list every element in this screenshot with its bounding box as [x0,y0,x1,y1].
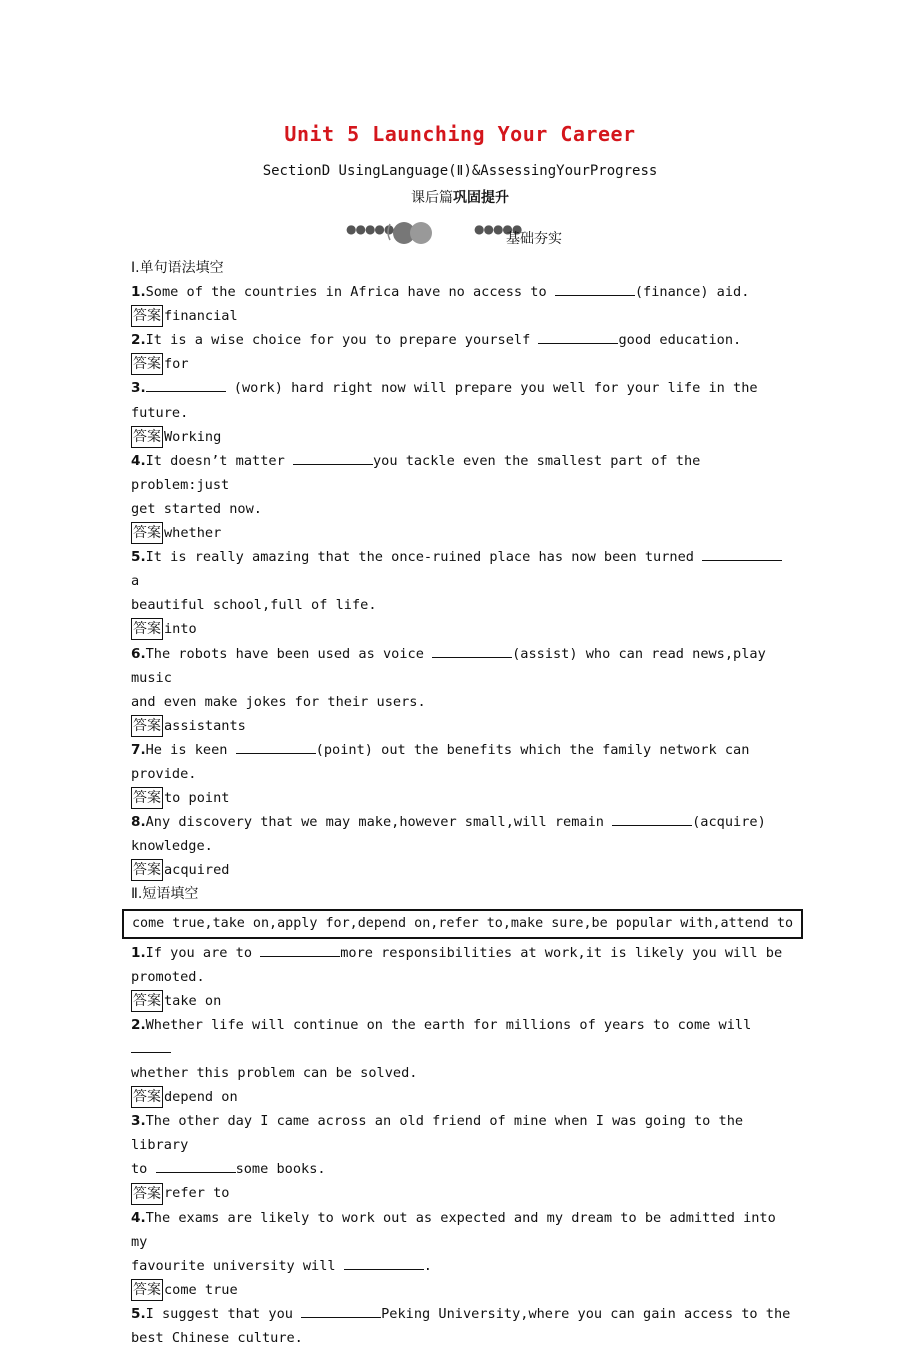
answer-blank [702,546,782,561]
question-line [131,328,791,352]
banner-dots-left-icon: ●●●●● [346,222,394,236]
question-text: The robots have been used as voice [145,645,433,662]
question-number: 1. [131,944,146,961]
question-text: favourite university will [131,1257,344,1274]
answer-row [131,989,791,1013]
subheading-prefix: 课后篇 [411,190,453,206]
question-text: (assist) who can read news,play music [131,645,774,686]
question-line [131,834,791,858]
question-number: 8. [131,814,146,831]
question-text: a [131,549,791,590]
question-number: 2. [131,1016,146,1033]
question-text: The exams are likely to work out as expected and my dream to be admitted into my [131,1209,784,1250]
question-line [131,1302,791,1326]
answer-row [131,617,791,641]
answer-text: acquired [164,862,230,879]
answer-row [131,714,791,738]
question-line [131,1157,791,1181]
answer-tag: 答案 [131,353,163,375]
banner-circles-icon [384,218,436,246]
answer-text: to point [164,790,230,807]
question-line [131,965,791,989]
answer-tag: 答案 [131,787,163,809]
question-text: (finance) aid. [634,284,750,301]
question-line [131,941,791,965]
answer-tag: 答案 [131,1279,163,1301]
banner-label: 基础夯实 [506,231,562,247]
question-line [131,545,791,593]
answer-blank [555,281,635,296]
unit-title: Unit 5 Launching Your Career [284,122,636,146]
answer-tag: 答案 [131,1183,163,1205]
question-line [131,642,791,690]
subheading-bold: 巩固提升 [453,190,509,206]
question-text: . [423,1257,432,1274]
question-text: knowledge. [131,838,213,855]
question-line [131,738,791,762]
answer-row [131,858,791,882]
question-number: 2. [131,332,146,349]
question-text: get started now. [131,500,262,517]
question-number: 4. [131,452,146,469]
answer-text: whether [164,525,222,542]
question-text: promoted. [131,968,205,985]
question-text: good education. [618,332,742,349]
answer-blank [301,1303,381,1318]
answer-blank [236,739,316,754]
answer-row [131,521,791,545]
question-line [131,1109,791,1157]
question-text: Some of the countries in Africa have no access to [145,284,555,301]
answer-blank [260,942,340,957]
question-text: If you are to [145,944,261,961]
question-line [131,497,791,521]
answer-blank [146,377,226,392]
answer-text: assistants [164,717,246,734]
question-text: to [131,1161,156,1178]
question-text: (point) out the benefits which the family network can [315,741,750,758]
question-text: you tackle even the smallest part of the problem:just [131,452,709,493]
answer-row [131,786,791,810]
question-text: Whether life will continue on the earth for millions of years to come will [145,1016,752,1033]
answer-blank [538,329,618,344]
question-line [131,690,791,714]
section-heading: Ⅱ.短语填空 [131,886,199,903]
answer-blank [344,1255,424,1270]
answer-row [131,352,791,376]
question-line [131,280,791,304]
answer-blank [432,643,512,658]
question-number: 3. [131,380,146,397]
question-text: It is a wise choice for you to prepare yourself [145,332,539,349]
question-line [131,449,791,497]
question-text: Peking University,where you can gain access to the [381,1305,791,1322]
phrase-box: come true,take on,apply for,depend on,refer to,make sure,be popular with,attend to [122,909,803,939]
question-number: 3. [131,1113,146,1130]
answer-tag: 答案 [131,859,163,881]
answer-text: depend on [164,1089,238,1106]
question-text: whether this problem can be solved. [131,1065,418,1081]
answer-blank [293,450,373,465]
answer-text: come true [164,1281,238,1298]
question-text: Any discovery that we may make,however small,will remain [145,814,613,831]
question-text: The other day I came across an old friend of mine when I was going to the library [131,1113,752,1154]
question-line [131,376,791,424]
answer-tag: 答案 [131,522,163,544]
question-text: best Chinese culture. [131,1330,303,1347]
question-text: He is keen [145,741,236,758]
answer-tag: 答案 [131,715,163,737]
question-number: 6. [131,645,146,662]
question-number: 7. [131,741,146,758]
answer-row [131,304,791,328]
answer-tag: 答案 [131,426,163,448]
question-text: provide. [131,765,197,782]
answer-text: for [164,356,189,373]
question-text: beautiful school,full of life. [131,597,377,614]
question-line [131,1013,791,1061]
answer-row [131,1181,791,1205]
question-line [131,1206,791,1254]
question-text: and even make jokes for their users. [131,693,426,710]
answer-text: into [164,621,197,638]
answer-row [131,425,791,449]
answer-blank [156,1158,236,1173]
answer-blank [612,811,692,826]
question-text: (acquire) [692,814,766,831]
question-line [131,1254,791,1278]
section-title: SectionD UsingLanguage(Ⅱ)&AssessingYourProgress [262,163,658,179]
answer-tag: 答案 [131,1086,163,1108]
question-line [131,593,791,617]
exercise-content [131,256,794,1350]
question-number: 4. [131,1209,146,1226]
question-line [131,1061,791,1085]
answer-row [131,1278,791,1302]
question-text: (work) hard right now will prepare you well for your life in the future. [131,380,766,421]
answer-blank [131,1038,171,1053]
question-line [131,1326,791,1350]
question-number: 5. [131,549,146,566]
question-line [131,810,791,834]
answer-text: financial [164,308,238,325]
question-text: It doesn’t matter [145,452,293,469]
question-line [131,762,791,786]
answer-text: Working [164,428,222,445]
answer-tag: 答案 [131,305,163,327]
answer-tag: 答案 [131,990,163,1012]
answer-tag: 答案 [131,618,163,640]
question-number: 1. [131,284,146,301]
banner-dots-right-icon: ●●●●● [474,222,522,236]
section-heading: Ⅰ.单句语法填空 [131,260,224,276]
answer-text: take on [164,992,222,1009]
question-text: I suggest that you [145,1305,302,1322]
answer-row [131,1085,791,1109]
question-text: some books. [235,1161,326,1178]
section-banner [346,218,606,248]
subheading [0,187,920,207]
question-text: It is really amazing that the once-ruined place has now been turned [145,549,703,566]
answer-text: refer to [164,1185,230,1202]
question-text: more responsibilities at work,it is likely you will be [340,944,783,961]
question-number: 5. [131,1305,146,1322]
